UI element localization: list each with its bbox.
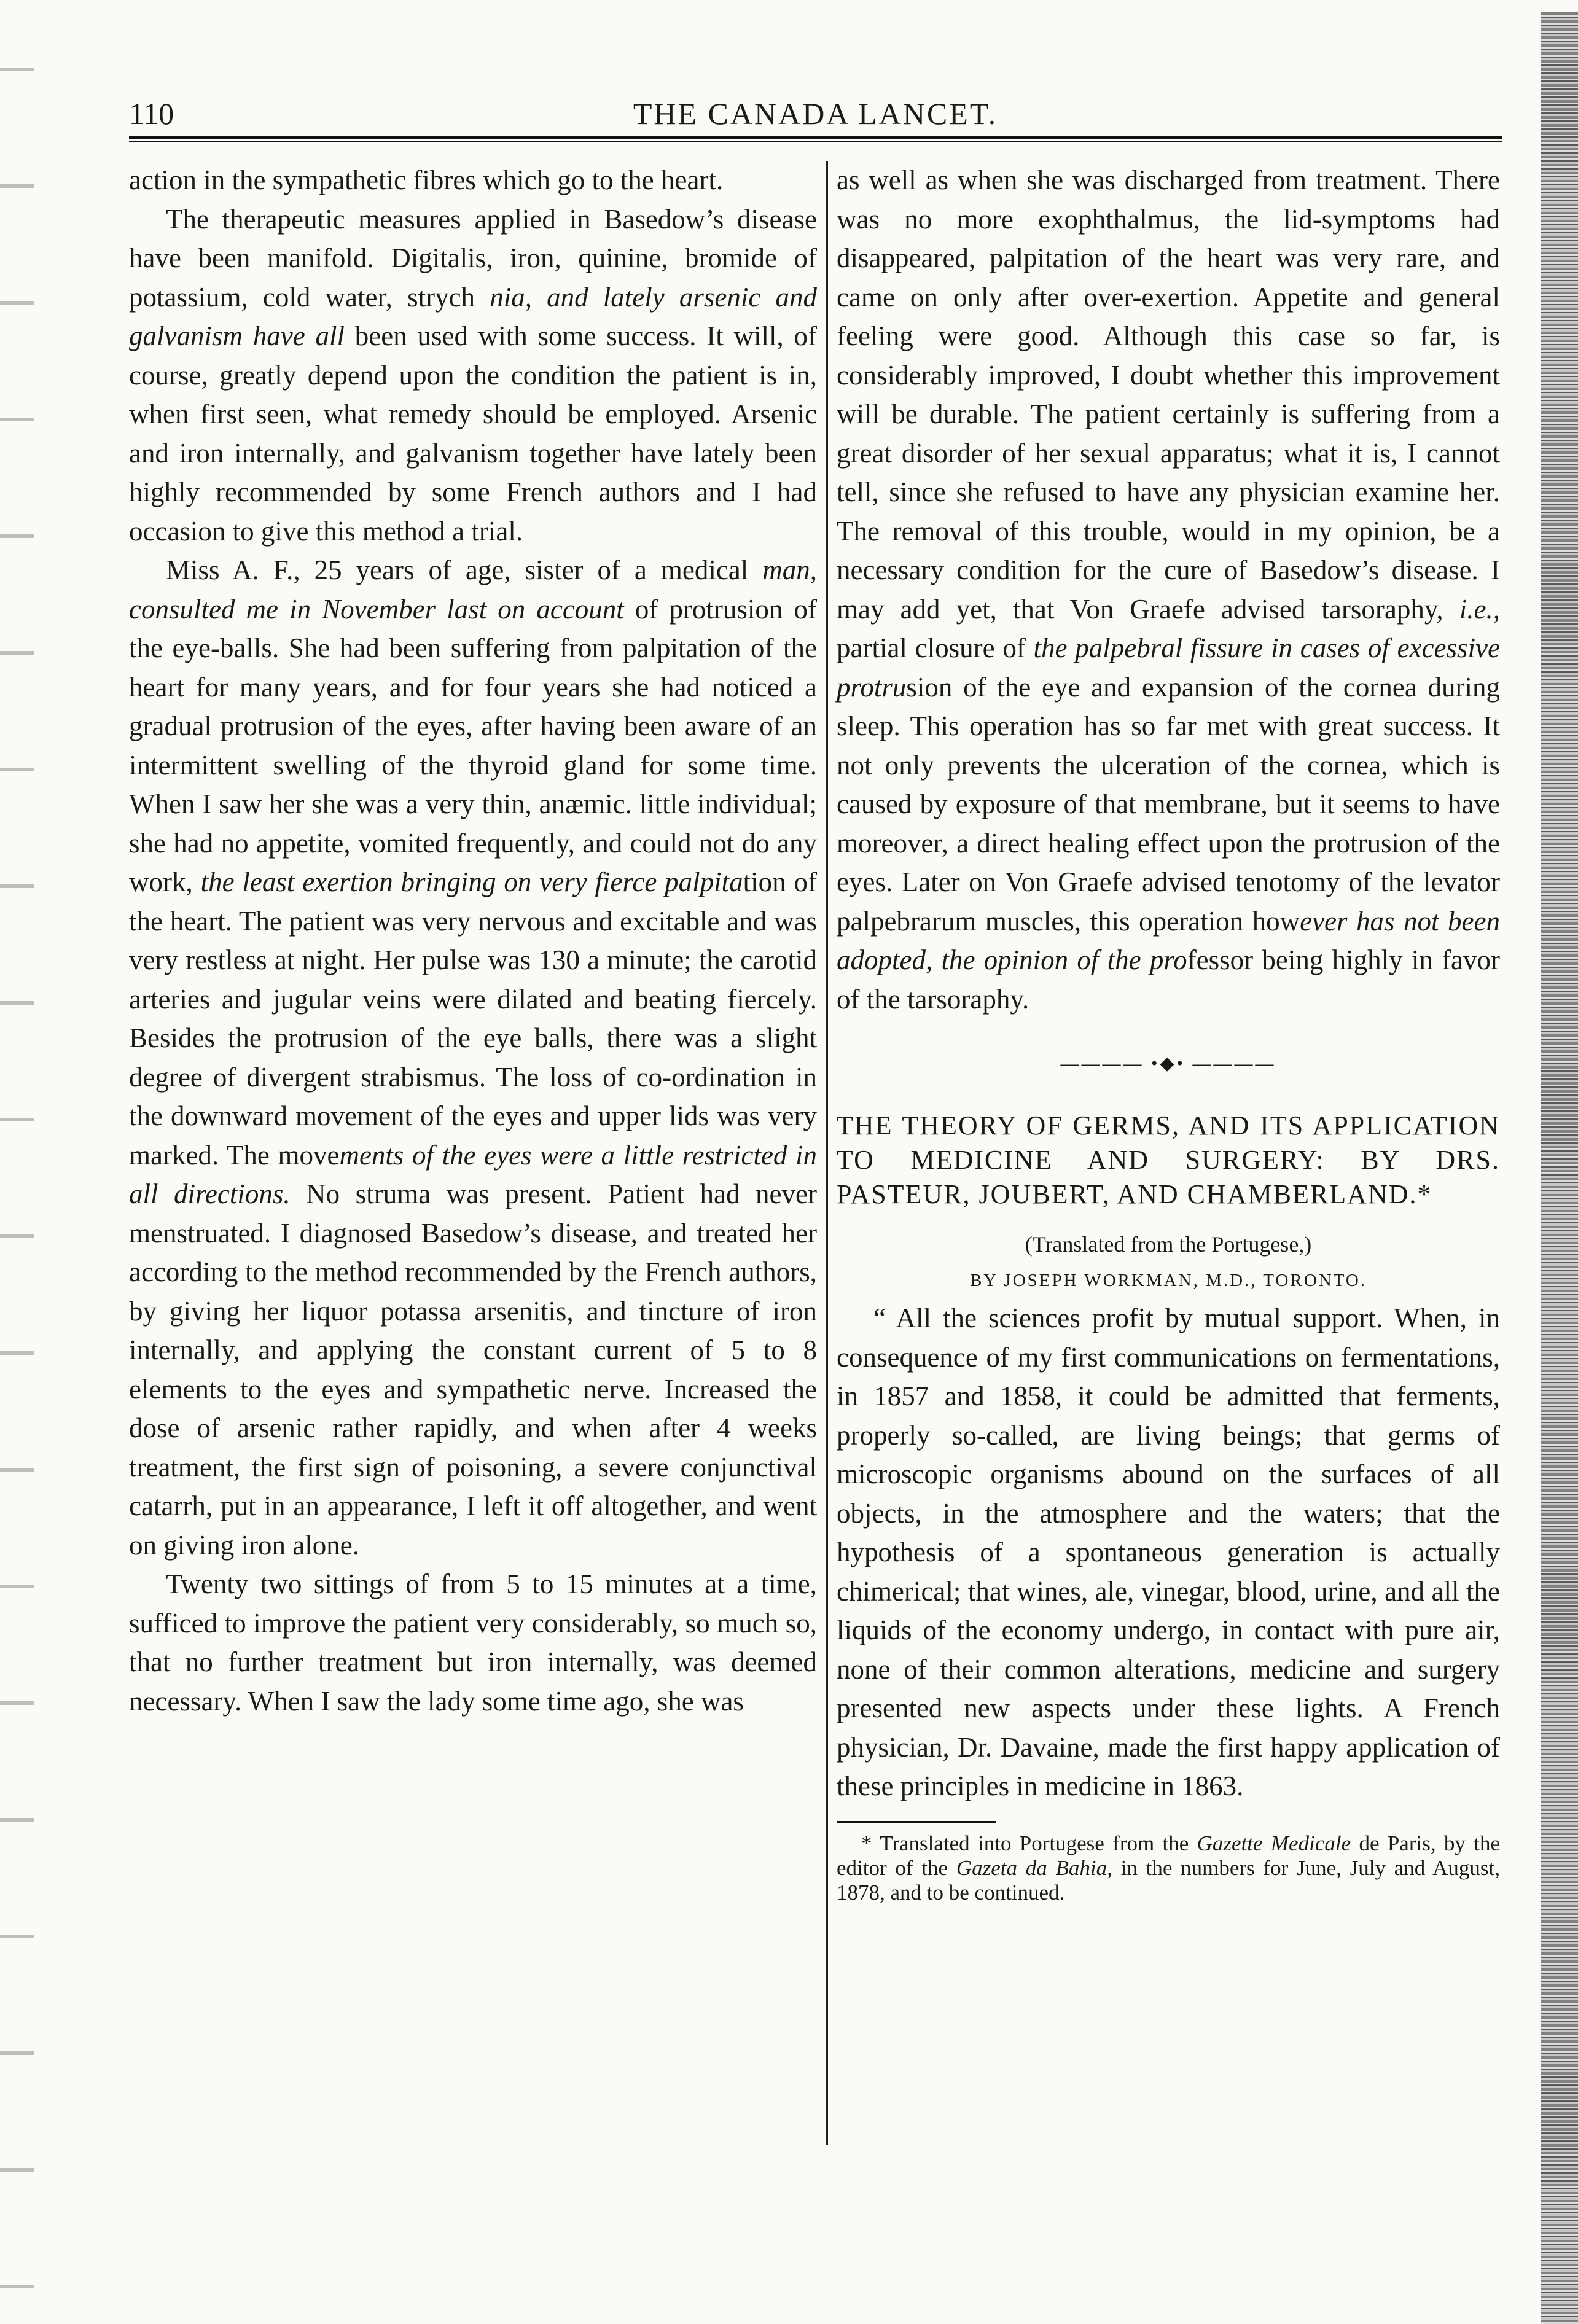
paragraph [129, 551, 817, 1565]
italic-run: ever has not been adopted, the opinion of the pro [837, 905, 1500, 975]
paragraph: Twenty two sittings of from 5 to 15 minutes at a time, sufficed to improve the patient very considerably, so much so, that no further treatment but iron internally, was deemed necessary. When I saw the lady some time ago, she was [129, 1569, 817, 1717]
paragraph [837, 161, 1500, 1019]
section-ornament: ———— •◆• ———— [1060, 1053, 1276, 1074]
italic-run: the least exertion bringing on very fierce palpita [200, 867, 743, 897]
text-run: The therapeutic measures applied in Basedow’s disease have been manifold. Digitalis, iron, quinine, bromide of potassium, cold water, strych [129, 203, 817, 313]
paragraph [129, 200, 817, 552]
footnote [837, 1831, 1500, 1905]
page-header [129, 92, 1502, 135]
left-column [129, 161, 817, 2145]
text-run: as well as when she was discharged from treatment. There was no more exophthalmus, the lid-symptoms had disappeared, palpitation of the heart was very rare, and came on only after over-exertion. Appetite and general feeling were good. Although this case so far, is considerably improved, I doubt whether this improvement will be durable. The patient certainly is suffering from a great disorder of her sexual apparatus; what it is, I cannot tell, since she refused to have any physician examine her. The removal of this trouble, would in my opinion, be a necessary condition for the cure of Basedow’s disease. I may add yet, that Von Graefe advised tarsoraphy, [837, 165, 1500, 625]
text-run: de Paris, by the editor of the [837, 1831, 1501, 1880]
italic-run: i.e., [1459, 593, 1500, 625]
text-run: Miss A. F., 25 years of age, sister of a medical [166, 555, 749, 585]
article-byline: BY JOSEPH WORKMAN, M.D., TORONTO. [969, 1271, 1367, 1290]
column-divider [826, 161, 828, 2145]
page-number: 110 [129, 96, 174, 131]
scan-margin-marks [0, 0, 34, 2324]
text-run: of protrusion of the eye-balls. She had been suffering from palpitation of the heart for many years, and for four years she had noticed a gradual protrusion of the eyes, after having been aware of an intermittent swelling of the thyroid gland for some time. When I saw her she was a very thin, anæmic. little individual; she had no appetite, vomited frequently, and could not do any work, [129, 593, 817, 897]
right-column [837, 161, 1500, 2145]
italic-run: ments of the eyes were a little restricted in all directions. [129, 1139, 817, 1209]
article-title: THE THEORY OF GERMS, AND ITS APPLICATION TO MEDICINE AND SURGERY: BY DRS. PASTEUR, JOUBERT, AND CHAMBERLAND.* [837, 1110, 1500, 1209]
italic-run: Gazeta da Bahia, [956, 1855, 1112, 1880]
text-run: tion of the heart. The patient was very nervous and excitable and was very restless at night. Her pulse was 130 a minute; the carotid arteries and jugular veins were dilated and beating fiercely. Besides the protrusion of the eye balls, there was a slight degree of divergent strabismus. The loss of co-ordination in the downward movement of the eyes and upper lids was very marked. The move [129, 867, 818, 1171]
text-run: been used with some success. It will, of course, greatly depend upon the condition the patient is in, when first seen, what remedy should be employed. Arsenic and iron internally, and galvanism together have lately been highly recommended by some French authors and I had occasion to give this method a trial. [129, 321, 818, 547]
italic-run: nia, and lately arsenic and galvanism have all [129, 281, 817, 351]
running-title: THE CANADA LANCET. [633, 96, 998, 131]
italic-run: Gazette Medicale [1197, 1831, 1351, 1855]
scan-right-edge [1541, 12, 1578, 2324]
text-run: sion of the eye and expansion of the cornea during sleep. This operation has so far met with great success. It not only prevents the ulceration of the cornea, which is caused by exposure of that membrane, but it seems to have moreover, a direct healing effect upon the protrusion of the eyes. Later on Von Graefe advised tenotomy of the levator palpebrarum muscles, this operation how [837, 671, 1500, 937]
text-run: fessor being highly in favor of the tarsoraphy. [837, 945, 1500, 1015]
footnote-rule [837, 1821, 996, 1823]
footnote-text [837, 1831, 1500, 1905]
paragraph: action in the sympathetic fibres which go to the heart. [129, 165, 724, 195]
text-run: No struma was present. Patient had never menstruated. I diagnosed Basedow’s disease, and treated her according to the method recommended by the French authors, by giving her liquor potassa arsenitis, and tincture of iron internally, and applying the constant current of 5 to 8 elements to the eyes and sympathetic nerve. Increased the dose of arsenic rather rapidly, and when after 4 weeks treatment, the first sign of poisoning, a severe conjunctival catarrh, put in an appearance, I left it off altogether, and went on giving iron alone. [129, 1179, 817, 1561]
paragraph: “ All the sciences profit by mutual support. When, in consequence of my first communications on fermentations, in 1857 and 1858, it could be admitted that ferments, properly so-called, are living beings; that germs of microscopic organisms abound on the surfaces of all objects, in the atmosphere and the waters; that the hypothesis of a spontaneous generation is actually chimerical; that wines, ale, vinegar, blood, urine, and all the liquids of the economy undergo, in contact with pure air, none of their common alterations, medicine and surgery presented new aspects under these lights. A French physician, Dr. Davaine, made the first happy application of these principles in medicine in 1863. [837, 1303, 1500, 1801]
italic-run: the palpebral fissure in cases of excessive protru [837, 633, 1500, 703]
text-run: * Translated into Portugese from the [861, 1831, 1189, 1855]
text-run: partial closure of [837, 633, 1026, 663]
article-subtitle: (Translated from the Portugese,) [1025, 1232, 1312, 1257]
italic-run: man, consulted me in November last on account [129, 555, 818, 625]
text-run: in the numbers for June, July and August, 1878, and to be continued. [837, 1855, 1501, 1905]
header-rule [129, 136, 1502, 142]
